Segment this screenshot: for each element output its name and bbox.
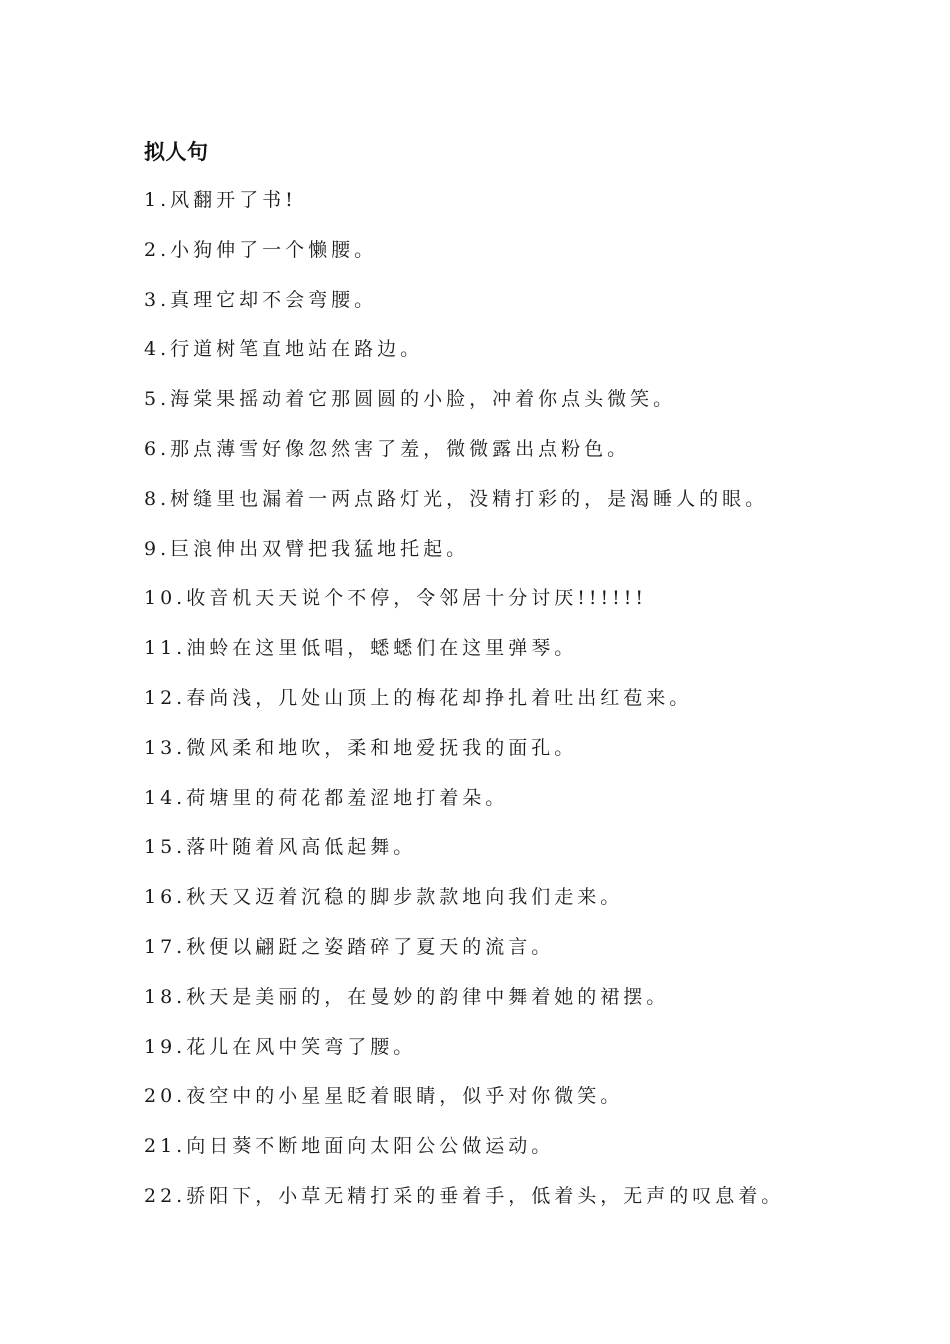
- sentence-6: 6.那点薄雪好像忽然害了羞，微微露出点粉色。: [144, 437, 631, 460]
- sentence-20: 20.夜空中的小星星眨着眼睛，似乎对你微笑。: [144, 1085, 624, 1108]
- sentence-16: 16.秋天又迈着沉稳的脚步款款地向我们走来。: [144, 886, 624, 909]
- sentence-11: 11.油蛉在这里低唱，蟋蟋们在这里弹琴。: [144, 637, 578, 660]
- sentence-9: 9.巨浪伸出双臂把我猛地托起。: [144, 537, 470, 560]
- sentence-3: 3.真理它却不会弯腰。: [144, 288, 378, 311]
- sentence-15: 15.落叶随着风高低起舞。: [144, 836, 417, 859]
- sentence-list: [144, 184, 784, 1230]
- sentence-12: 12.春尚浅，几处山顶上的梅花却挣扎着吐出红苞来。: [144, 686, 693, 709]
- sentence-21: 21.向日葵不断地面向太阳公公做运动。: [144, 1135, 555, 1158]
- sentence-4: 4.行道树笔直地站在路边。: [144, 338, 424, 361]
- sentence-14: 14.荷塘里的荷花都羞涩地打着朵。: [144, 786, 509, 809]
- sentence-8: 8.树缝里也漏着一两点路灯光，没精打彩的，是渴睡人的眼。: [144, 487, 769, 510]
- document-title: 拟人句: [144, 140, 209, 164]
- sentence-22: 22.骄阳下，小草无精打采的垂着手，低着头，无声的叹息着。: [144, 1184, 785, 1207]
- sentence-17: 17.秋便以翩跹之姿踏碎了夏天的流言。: [144, 935, 555, 958]
- sentence-19: 19.花儿在风中笑弯了腰。: [144, 1035, 417, 1058]
- sentence-13: 13.微风柔和地吹，柔和地爱抚我的面孔。: [144, 736, 578, 759]
- sentence-5: 5.海棠果摇动着它那圆圆的小脸，冲着你点头微笑。: [144, 388, 677, 411]
- sentence-18: 18.秋天是美丽的，在曼妙的韵律中舞着她的裙摆。: [144, 985, 670, 1008]
- sentence-10: 10.收音机天天说个不停，令邻居十分讨厌!!!!!!: [144, 587, 648, 610]
- sentence-1: 1.风翻开了书!: [144, 189, 297, 211]
- sentence-2: 2.小狗伸了一个懒腰。: [144, 238, 378, 261]
